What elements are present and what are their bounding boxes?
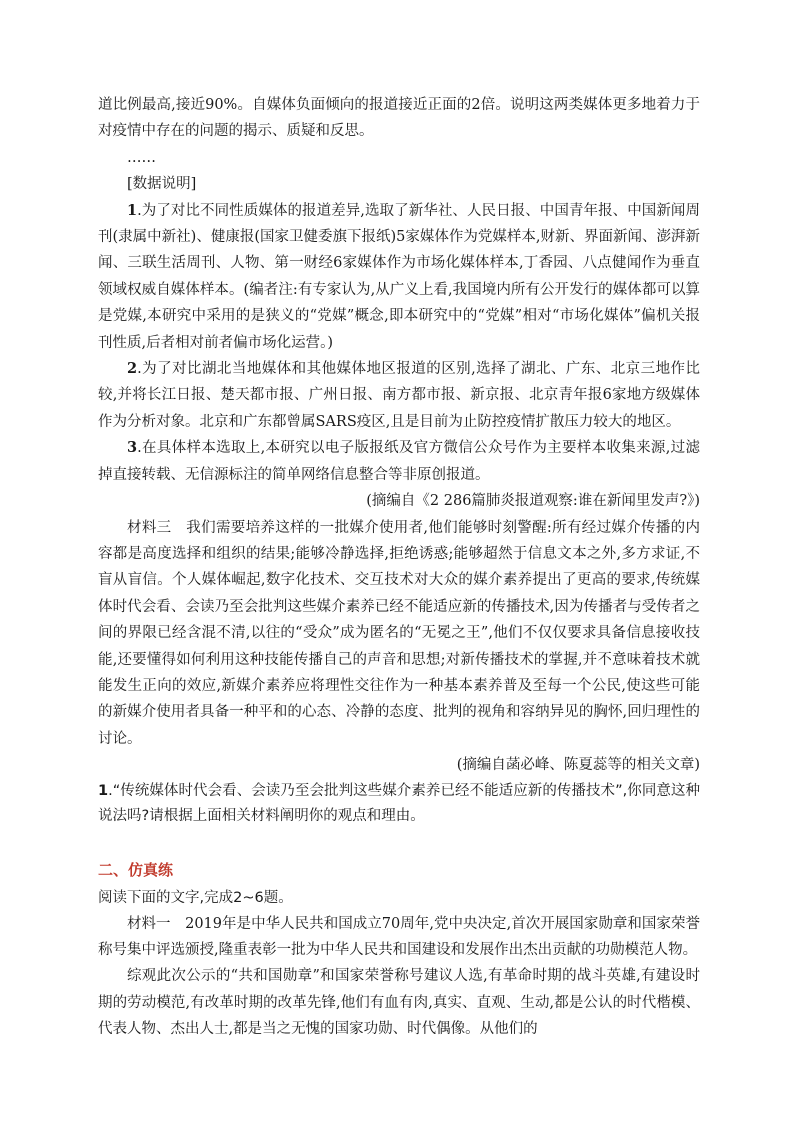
note-text: .为了对比湖北当地媒体和其他媒体地区报道的区别,选择了湖北、广东、北京三地作比较,并将长江日报、楚天都市报、广州日报、南方都市报、新京报、北京青年报6家地方级媒体作为分析对象。北京和广东都曾属SARS疫区,且是目前为止防控疫情扩散压力较大的地区。	[98, 361, 700, 430]
note-number: 2	[127, 360, 138, 378]
note-number: 1	[127, 201, 138, 219]
material-text: 2019年是中华人民共和国成立70周年,党中央决定,首次开展国家勋章和国家荣誉称号集中评选颁授,隆重表彰一批为中华人民共和国建设和发展作出杰出贡献的功勋模范人物。	[98, 915, 701, 958]
material-label: 材料三	[127, 519, 172, 536]
data-note-1	[98, 198, 700, 356]
document-page	[98, 92, 700, 1043]
source-citation-3: (摘编自菡必峰、陈夏蕊等的相关文章)	[456, 757, 700, 774]
material-text: 我们需要培养这样的一批媒介使用者,他们能够时刻警醒:所有经过媒介传播的内容都是高度选择和组织的结果;能够冷静选择,拒绝诱惑;能够超然于信息文本之外,多方求证,不盲从盲信。个人媒体崛起,数字化技术、交互技术对大众的媒介素养提出了更高的要求,传统媒体时代会看、会读乃至会批判这些媒介素养已经不能适应新的传播技术,因为传播者与受传者之间的界限已经含混不清,以往的“受众”成为匿名的“无冕之王”,他们不仅仅要求具备信息接收技能,还要懂得如何利用这种技能传播自己的声音和思想;对新传播技术的掌握,并不意味着技术就能发生正向的效应,新媒介素养应将理性交往作为一种基本素养普及至每一个公民,使这些可能的新媒介使用者具备一种平和的心态、冷静的态度、批判的视角和容纳异见的胸怀,回归理性的讨论。	[98, 519, 701, 747]
note-number: 3	[127, 439, 138, 457]
data-note-3	[98, 435, 700, 488]
last-paragraph: 综观此次公示的“共和国勋章”和国家荣誉称号建议人选,有革命时期的战斗英雄,有建设时期的劳动模范,有改革时期的改革先锋,他们有血有肉,真实、直观、生动,都是公认的时代楷模、代表人物、杰出人士,都是当之无愧的国家功勋、时代偶像。从他们的	[98, 968, 700, 1038]
data-note-title: [数据说明]	[127, 176, 197, 193]
note-text: .在具体样本选取上,本研究以电子版报纸及官方微信公众号作为主要样本收集来源,过滤掉直接转载、无信源标注的简单网络信息整合等非原创报道。	[98, 440, 700, 483]
instruction: 阅读下面的文字,完成2~6题。	[98, 889, 293, 906]
data-note-2	[98, 356, 700, 435]
note-text: .为了对比不同性质媒体的报道差异,选取了新华社、人民日报、中国青年报、中国新闻周刊(隶属中新社)、健康报(国家卫健委旗下报纸)5家媒体作为党媒样本,财新、界面新闻、澎湃新闻、三联生活周刊、人物、第一财经6家媒体作为市场化媒体样本,丁香园、八点健闻作为垂直领域权威自媒体样本。(编者注:有专家认为,从广义上看,我国境内所有公开发行的媒体都可以算是党媒,本研究中采用的是狭义的“党媒”概念,即本研究中的“党媒”相对“市场化媒体”偏机关报刊性质,后者相对前者偏市场化运营。)	[98, 202, 700, 351]
ellipsis: ……	[127, 149, 156, 166]
material-one	[98, 911, 700, 964]
intro-paragraph: 道比例最高,接近90%。自媒体负面倾向的报道接近正面的2倍。说明这两类媒体更多地着力于对疫情中存在的问题的揭示、质疑和反思。	[98, 97, 700, 140]
section-title: 二、仿真练	[98, 860, 174, 879]
question-number: 1	[98, 782, 109, 799]
material-label: 材料一	[127, 915, 171, 932]
source-citation-2: (摘编自《2 286篇肺炎报道观察:谁在新闻里发声?》)	[366, 493, 700, 510]
question-text: .“传统媒体时代会看、会读乃至会批判这些媒介素养已经不能适应新的传播技术”,你同意这种说法吗?请根据上面相关材料阐明你的观点和理由。	[98, 782, 700, 824]
material-three	[98, 515, 700, 753]
question-1	[98, 779, 700, 829]
